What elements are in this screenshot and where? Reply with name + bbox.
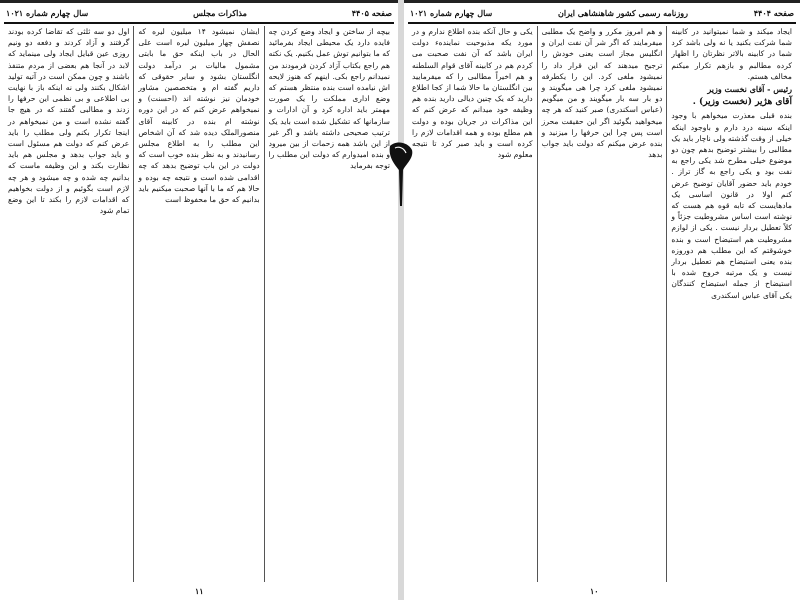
paragraph: ایجاد میکند و شما نمیتوانید در کابینه شما شرکت بکنید یا نه ولی باشد کرد شما در کابینه بالاتر نظرتان را اظهار کرده مطالبم و بازهم تکرار میکنم مخالف هستم. xyxy=(671,27,792,81)
running-title: روزنامه رسمی کشور شاهنشاهی ایران xyxy=(557,8,688,18)
running-title: مذاکرات مجلس xyxy=(193,8,247,18)
paragraph: بنده قبلی معذرت میخواهم با وجود اینکه سینه درد دارم و باوجود اینکه خیلی از وقت گذشته ولی ناچار باید یک مطالبی را بیشتر توضیح بدهم چون دو موضوع خیلی مطرح شد یکی راجع به نفت بود و یکی راجع به گاز تراز . خودم باید حضور آقایان توضیح عرض کنم اولا در قانون اساسی یک مادهایست که تابه قوه هم هست که نوشته است اساس مشروطیت جزئاً و کلاً تعطیل بردار نیست . یکی از لوازم مشروطیت هم استیضاح است و بنده خوشوقتم که این مطلب هم دوروزه بنده یعنی استیضاح هم تعطیل بردار نیست و یک مرتبه خروج شده با استیضاح از جمله استیضاح کنندگان یکی آقای عباس اسکندری xyxy=(671,111,792,300)
header-rule xyxy=(408,22,796,24)
right-page xyxy=(404,0,800,600)
left-page xyxy=(0,0,398,600)
page-folio: ۱۱ xyxy=(195,586,204,596)
speaker-heading: آقای هژیر (نخست وزیر) . xyxy=(692,97,792,108)
column-3 xyxy=(408,26,538,582)
text-columns xyxy=(408,26,796,582)
page-number-header: صفحه ۴۴۰۴ xyxy=(753,8,794,18)
speaker-label: رئیس - آقای نخست وزیر xyxy=(707,84,792,95)
year-issue: سال چهارم شماره ۱۰۲۱ xyxy=(410,8,493,18)
column-3 xyxy=(4,26,134,582)
top-rule xyxy=(0,0,398,3)
paragraph: و هم امروز مکرر و واضح یک مطلبی میفرمایند که اگر شر آن نفت ایران و انگلیس مجاز است یعنی خودش را ترجیح میدهند که این قرار داد را نمیشود ملغی کرد. این را یکطرفه نمیشود ملغی کرد چرا هی میگویند و دو بار سه بار میگویند و من میگویم (عباس اسکندری) صبر کنید که هر چه میخواهید بگوئید اگر این حقیقت محرز است پس چرا این حرفها را میزنید و بنده عرض میکنم که دولت باید جواب بدهد xyxy=(541,27,663,160)
paragraph: یکی و حال آنکه بنده اطلاع ندارم و در مورد یکه مذبوحیت نمایندهء دولت ایران باشد که آن نفت صحبت می کردم هم در کابینه آقای قوام السلطنه و هم اخیراً مطالبی را که میفرمایید بین انگلستان ما حالا شما از کجا اطلاع دارید که یک چنین دیالی دارید بنده هم وظیفه خود میدانم که عرض کنم که این مذاکرات در جریان بوده و دولت هم مطلع بوده و همه اقدامات لازم را کرده است و باید صبر کرد تا نتیجه معلوم شود xyxy=(411,27,533,160)
paragraph: ایشان نمیشود ۱۴ میلیون لیره که نصفش چهار میلیون لیره است علی الحال در باب اینکه حق ما بابتی مشمول مالیات بر درآمد دولت انگلستان بشود و سایر حقوقی که داریم گفته ام و متخصصین مشاور خودمان نیز نوشته اند (احسنت) و نمیخواهم عرض کنم که در این دوره نوشته ام بنده در کابینه آقای منصورالملک دیده شد که آن اشخاص این مطلب را به اطلاع مجلس رسانیدند و به نظر بنده خوب است که دولت در این باب توضیح بدهد که چه اقدامی شده است و نتیجه چه بوده و حالا هم که ما با آنها صحبت میکنیم باید بدانیم که حق ما محفوظ است xyxy=(138,27,260,205)
year-issue: سال چهارم شماره ۱۰۲۱ xyxy=(6,8,89,18)
column-2 xyxy=(538,26,668,582)
text-columns xyxy=(4,26,394,582)
column-1 xyxy=(667,26,796,582)
column-1 xyxy=(265,26,394,582)
paragraph: بیچه از ساختن و ایجاد وضع کردن چه فایده دارد یک محیطی ایجاد بفرمائید که ما بتوانیم توش عمل بکنیم. یک نکته هم راجع بکتاب آزاد کردن فرمودند من نمیدانم راجع بکی. اینهم که هنوز لایحه اش نیامده است بنده منتظر هستم که وضع اداری مملکت را یک صورت مهمتر باید اداره کرد و آن ادارات و سازمانها که تشکیل شده است باید یک ترتیب صحیحی داشته باشد و اگر غیر از این باشد همه زحمات از بین میرود و بنده امیدوارم که دولت این مطلب را توجه بفرماید xyxy=(268,27,390,171)
page-folio: ۱۰ xyxy=(590,586,599,596)
page-header xyxy=(410,6,794,20)
paragraph: اول دو سه ثلثی که تقاضا کرده بودند گرفتند و آزاد کردند و دفعه دو ونیم روزی عین قبایل ایجاد ولی مینماید که لابد در آنجا هم بعضی از مردم متنفذ باشند و چون ممکن است در آتیه تولید اشکال بکنند ولی نه اینکه باز با نهایت بی اطلاعی و بی نظمی این حرفها را زدند و مطالبی گفتند که در هیچ جا گفته نشده است و من نمیخواهم در اینجا تکرار بکنم ولی مطلب را باید عرض کنم که دولت هم مسئول است و باید جواب بدهد و مجلس هم باید نظارت بکند و این وظیفه ماست که بدانیم چه شده و چه میشود و هر چه لازم است بگوئیم و از دولت بخواهیم که اقدامات لازم را بکند تا این وضع تمام شود xyxy=(8,27,130,216)
column-2 xyxy=(134,26,264,582)
header-rule xyxy=(4,22,394,24)
top-rule xyxy=(404,0,800,3)
page-number-header: صفحه ۴۴۰۵ xyxy=(351,8,392,18)
page-header xyxy=(6,6,392,20)
